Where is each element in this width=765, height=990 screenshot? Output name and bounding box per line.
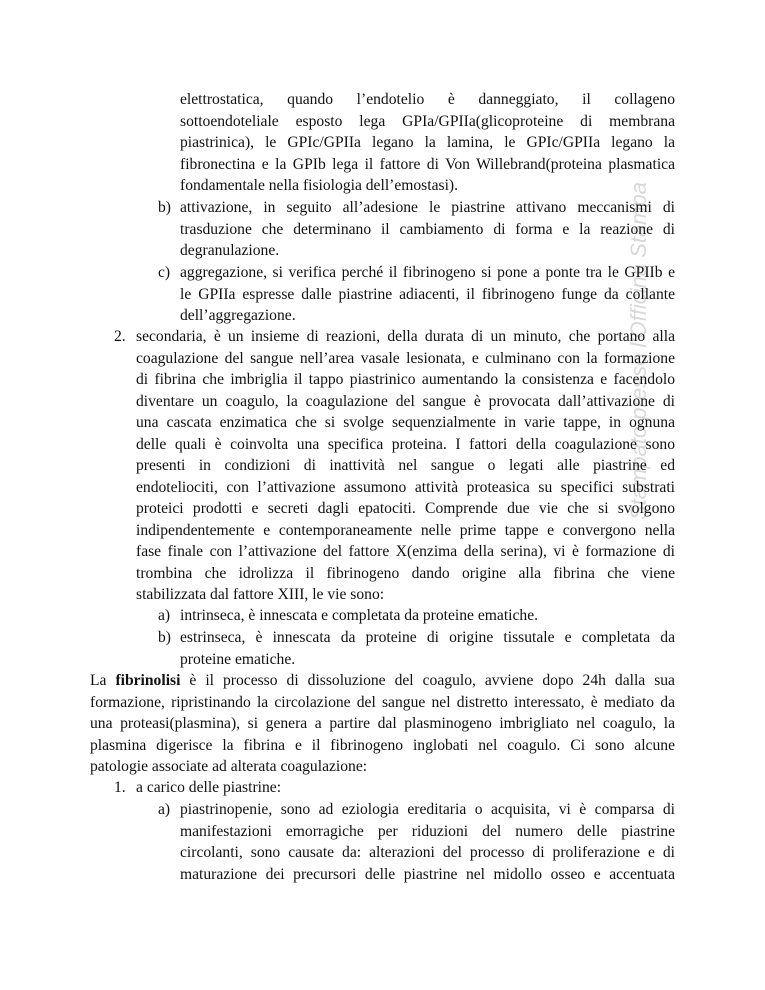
text-line [90, 670, 675, 692]
text-line: manifestazioni emorragiche per riduzioni del numero delle piastrine [180, 822, 675, 840]
list-marker-1: 1. [114, 779, 126, 796]
text-line: diventare un coagulo, la coagulazione del sangue è provocata dall’attivazione di [136, 392, 675, 410]
text-line: formazione, ripristinando la circolazione del sangue nel distretto interessato, è mediato da [90, 693, 675, 711]
text-line: plasmina digerisce la fibrina e il fibrinogeno inglobati nel coagulo. Ci sono alcune [90, 736, 675, 754]
text-line: intrinseca, è innescata e completata da proteine ematiche. [180, 607, 539, 624]
key-term: fibrinolisi [115, 672, 181, 689]
lead-text: La [90, 672, 116, 689]
text-line: presenti in condizioni di inattività nel sangue o legati alle piastrine ed [136, 457, 675, 474]
text-line: le GPIIa espresse dalle piastrine adiacenti, il fibrinogeno funge da collante [180, 285, 675, 303]
list-item-2b [180, 627, 675, 670]
text-line: di fibrina che imbriglia il tappo piastrinico aumentando la consistenza e facendolo [136, 371, 675, 388]
list-item-a-continuation [180, 89, 675, 197]
list-marker-1a: a) [158, 801, 171, 818]
text-line: delle quali è coinvolta una specifica proteina. I fattori della coagulazione sono [136, 435, 675, 453]
list-item-1a [180, 799, 675, 885]
text-line: elettrostatica, quando l’endotelio è danneggiato, il collageno [180, 91, 675, 108]
text-line: estrinseca, è innescata da proteine di origine tissutale e completata da [180, 629, 675, 646]
text-line: dell’aggregazione. [180, 307, 296, 324]
list-item-1 [136, 777, 675, 799]
list-marker-2b: b) [158, 629, 171, 646]
text-line: attivazione, in seguito all’adesione le piastrine attivano meccanismi di [180, 199, 675, 216]
text-fragment: è il processo di dissoluzione del coagulo, avviene dopo 24h dalla sua [180, 672, 675, 689]
list-marker-2: 2. [114, 328, 126, 345]
list-item-b [180, 197, 675, 262]
text-line: secondaria, è un insieme di reazioni, della durata di un minuto, che portano alla [136, 328, 675, 345]
list-item-2a [180, 605, 675, 627]
text-line: una proteasi(plasmina), si genera a partire dal plasminogeno imbrigliato nel coagulo, la [90, 715, 675, 732]
text-line: stabilizzata dal fattore XIII, le vie sono: [136, 586, 385, 603]
text-line: degranulazione. [180, 242, 280, 259]
text-line: coagulazione del sangue nell’area vasale lesionata, e culminano con la formazione [136, 349, 675, 367]
text-line: piastrinopenie, sono ad eziologia ereditaria o acquisita, vi è comparsa di [180, 801, 675, 818]
list-item-2 [136, 326, 675, 606]
text-line: una cascata enzimatica che si svolge sequenzialmente in varie tappe, in ognuna [136, 414, 675, 431]
text-line: fibronectina e la GPIb lega il fattore di Von Willebrand(proteina plasmatica [180, 155, 675, 173]
fibrinolisi-paragraph [90, 670, 675, 778]
text-line: trasduzione che determinano il cambiamento di forma e la reazione di [180, 220, 675, 238]
text-line: fondamentale nella fisiologia dell’emostasi). [180, 177, 458, 194]
text-line: patologie associate ad alterata coagulazione: [90, 758, 368, 775]
text-line: circolanti, sono causate da: alterazioni del processo di proliferazione e di [180, 844, 675, 861]
text-line: sottoendoteliale esposto lega GPIa/GPIIa(glicoproteine di membrana [180, 112, 675, 130]
text-line: indipendentemente e contemporaneamente nelle prime tappe e convergono nella [136, 521, 675, 539]
text-line: piastrinica), le GPIc/GPIIa legano la lamina, le GPIc/GPIIa legano la [180, 134, 675, 151]
text-line: aggregazione, si verifica perché il fibrinogeno si pone a ponte tra le GPIIb e [180, 264, 675, 281]
text-line: fase finale con l’attivazione del fattore X(enzima della serina), vi è formazione di [136, 543, 675, 560]
list-marker-2a: a) [158, 607, 171, 624]
text-line: trombina che idrolizza il fibrinogeno dando origine alla fibrina che viene [136, 564, 675, 582]
text-line: proteine ematiche. [180, 650, 296, 668]
list-marker-b: b) [158, 199, 171, 216]
watermark: Stampato presso l'Officina Stampa [626, 181, 651, 520]
text-line: maturazione dei precursori delle piastrine nel midollo osseo e accentuata [180, 865, 675, 883]
text-line: proteici prodotti e secreti dagli epatociti. Comprende due vie che si svolgono [136, 500, 675, 517]
text-line: endoteliociti, con l’attivazione assumono attività proteasica su specifici substrati [136, 478, 675, 496]
list-item-c [180, 262, 675, 327]
list-marker-c: c) [158, 264, 171, 281]
text-line: a carico delle piastrine: [136, 779, 282, 796]
